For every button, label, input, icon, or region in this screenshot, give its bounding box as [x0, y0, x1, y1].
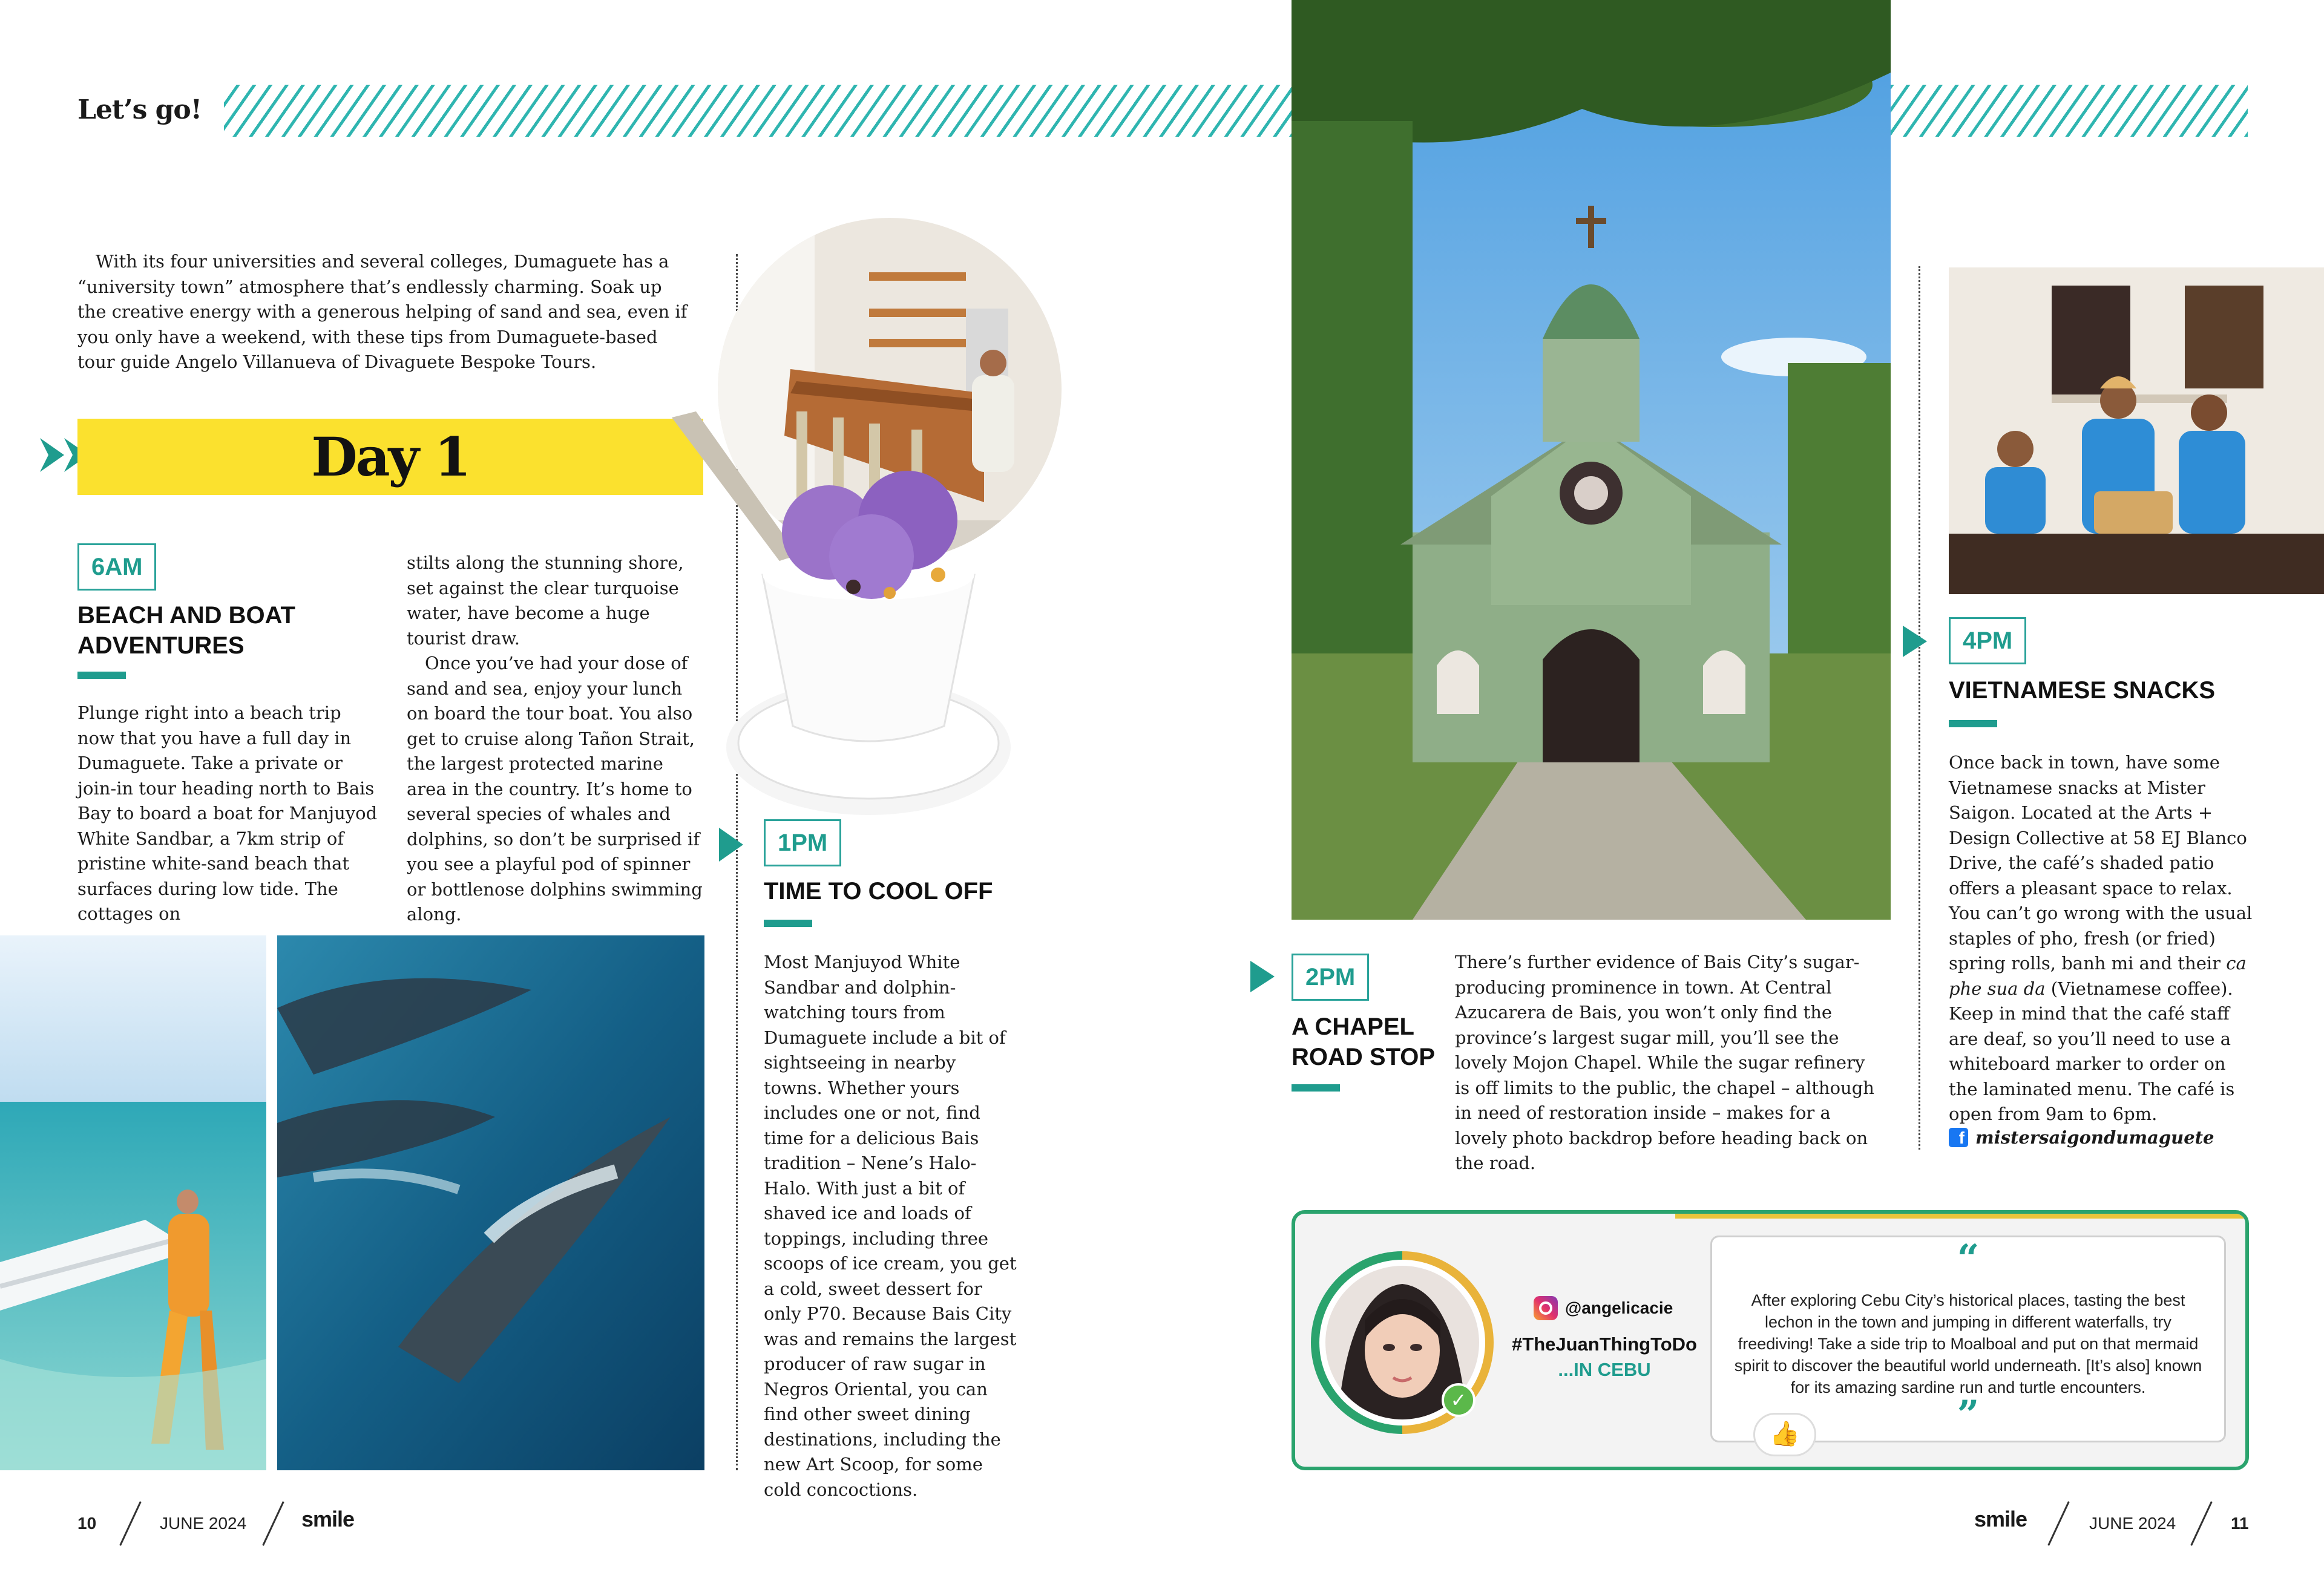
beach-photo: [0, 935, 266, 1470]
page-number-left: 10: [77, 1514, 97, 1533]
beach-body-col2: [407, 551, 703, 928]
brand-logo-right: smile: [1974, 1507, 2027, 1531]
title-rule: [1292, 1084, 1340, 1092]
arrow-icon: [719, 828, 743, 862]
issue-date-right: JUNE 2024: [2089, 1514, 2176, 1533]
title-rule: [764, 920, 812, 927]
arrow-icon: [1903, 626, 1927, 657]
header-stripe-left: [224, 85, 1293, 137]
vietnamese-body-part2: (Vietnamese coffee). Keep in mind that the café staff are deaf, so you’ll need to use a whiteboard marker to order on the laminated menu. The café is open from 9am to 6pm.: [1949, 978, 2235, 1124]
day-title: Day 1: [311, 425, 470, 488]
close-quote-icon: ”: [1957, 1392, 1980, 1438]
column-divider: [1919, 266, 1920, 1150]
footer-divider: [2190, 1501, 2213, 1546]
hashtag: #TheJuanThingToDo: [1512, 1334, 1697, 1355]
vietnamese-coffee-term: ca phe sua da: [1949, 953, 2247, 999]
verified-badge-icon: ✓: [1442, 1383, 1475, 1417]
footer-divider: [262, 1501, 284, 1546]
brand-logo-left: smile: [301, 1507, 355, 1531]
like-button[interactable]: [1753, 1413, 1816, 1456]
section-title-chapel: A CHAPEL ROAD STOP: [1292, 1013, 1436, 1070]
footer-divider: [2047, 1501, 2070, 1546]
section-label: Let’s go!: [77, 94, 202, 125]
title-rule: [1949, 720, 1997, 727]
facebook-handle: mistersaigondumaguete: [1975, 1127, 2214, 1148]
header-stripe-right: [1891, 85, 2248, 137]
instagram-handle-row[interactable]: [1534, 1296, 1673, 1320]
section-title-vietnamese: VIETNAMESE SNACKS: [1949, 677, 2216, 704]
influencer-box-accent: [1675, 1214, 2245, 1219]
chapel-body: There’s further evidence of Bais City’s sugar-producing prominence in town. At Central Azucarera de Bais, you won’t only find the province’s largest sugar mill, you’ll see the lovely Mojon Chapel. While the sugar refinery is off limits to the public, the chapel – although in need of restoration inside – makes for a lovely photo backdrop before heading back on the road.: [1455, 952, 1874, 1173]
hashtag-location: ...IN CEBU: [1558, 1359, 1651, 1380]
time-badge-1pm: 1PM: [764, 819, 841, 866]
dolphin-photo: [277, 935, 704, 1470]
footer-divider: [119, 1501, 142, 1546]
section-title-cool-off: TIME TO COOL OFF: [764, 878, 993, 905]
instagram-handle: @angelicacie: [1565, 1298, 1673, 1317]
quote-text: After exploring Cebu City’s historical places, tasting the best lechon in the town and jumping in different waterfalls, try freediving! Take a side trip to Moalboal and put on that mermaid spirit to discover the beautiful world underneath. [It’s also] known for its amazing sardine run and turtle encounters.: [1734, 1291, 2202, 1396]
cool-off-body: Most Manjuyod White Sandbar and dolphin-watching tours from Dumaguete include a bit of sightseeing in nearby towns. Whether yours includes one or not, find time for a delicious Bais tradition – Nene’s Halo-Halo. With just a bit of shaved ice and loads of toppings, including three scoops of ice cream, you get a cold, sweet dessert for only P70. Because Bais City was and remains the largest producer of raw sugar in Negros Oriental, you can find other sweet dining destinations, including the new Art Scoop, for some cold concoctions.: [764, 952, 1017, 1500]
page-number-right: 11: [2231, 1514, 2249, 1533]
thumbs-up-icon: 👍: [1770, 1420, 1800, 1448]
time-badge-4pm: 4PM: [1949, 617, 2026, 664]
time-arrow-2pm: [1250, 961, 1275, 992]
time-badge-2pm: 2PM: [1292, 954, 1369, 1001]
facebook-link[interactable]: [1949, 1125, 2214, 1150]
open-quote-icon: “: [1957, 1236, 1980, 1281]
time-arrow-1pm: [719, 828, 743, 862]
intro-paragraph: With its four universities and several colleges, Dumaguete has a “university town” atmosphere that’s endlessly charming. Soak up the creative energy with a generous helping of sand and sea, even if you only have a weekend, with these tips from Dumaguete-based tour guide Angelo Villanueva of Divaguete Bespoke Tours.: [77, 251, 688, 372]
mister-saigon-photo: [1949, 267, 2324, 594]
instagram-icon: [1534, 1296, 1558, 1320]
facebook-icon: f: [1949, 1128, 1968, 1147]
halo-halo-photo: [660, 411, 1035, 823]
time-badge-6am: 6AM: [77, 543, 156, 591]
quote-card: [1710, 1236, 2226, 1448]
vietnamese-body-part1: Once back in town, have some Vietnamese snacks at Mister Saigon. Located at the Arts + Design Collective at 58 EJ Blanco Drive, the café’s shaded patio offers a pleasant space to relax. You can’t go wrong with the usual staples of pho, fresh (or fried) spring rolls, banh mi and their: [1949, 752, 2253, 974]
arrow-icon: [1250, 961, 1275, 992]
beach-col2-paragraph2: Once you’ve had your dose of sand and sea, enjoy your lunch on board the tour boat. You also get to cruise along Tañon Strait, the largest protected marine area in the country. It’s home to several species of whales and dolphins, so don’t be surprised if you see a playful pod of spinner or bottlenose dolphins swimming along.: [407, 653, 703, 925]
beach-col2-paragraph1: stilts along the stunning shore, set against the clear turquoise water, have become a huge tourist draw.: [407, 552, 684, 649]
title-rule: [77, 672, 126, 679]
time-arrow-4pm: [1903, 626, 1927, 657]
chapel-photo: [1292, 0, 1891, 920]
beach-body-col1: Plunge right into a beach trip now that you have a full day in Dumaguete. Take a private or join-in tour heading north to Bais Bay to board a boat for Manjuyod White Sandbar, a 7km strip of pristine white-sand beach that surfaces during low tide. The cottages on: [77, 702, 378, 924]
issue-date-left: JUNE 2024: [160, 1514, 247, 1533]
vietnamese-body: [1949, 750, 2257, 1127]
day-banner: [77, 419, 703, 495]
section-title-beach: BEACH AND BOAT ADVENTURES: [77, 602, 295, 659]
